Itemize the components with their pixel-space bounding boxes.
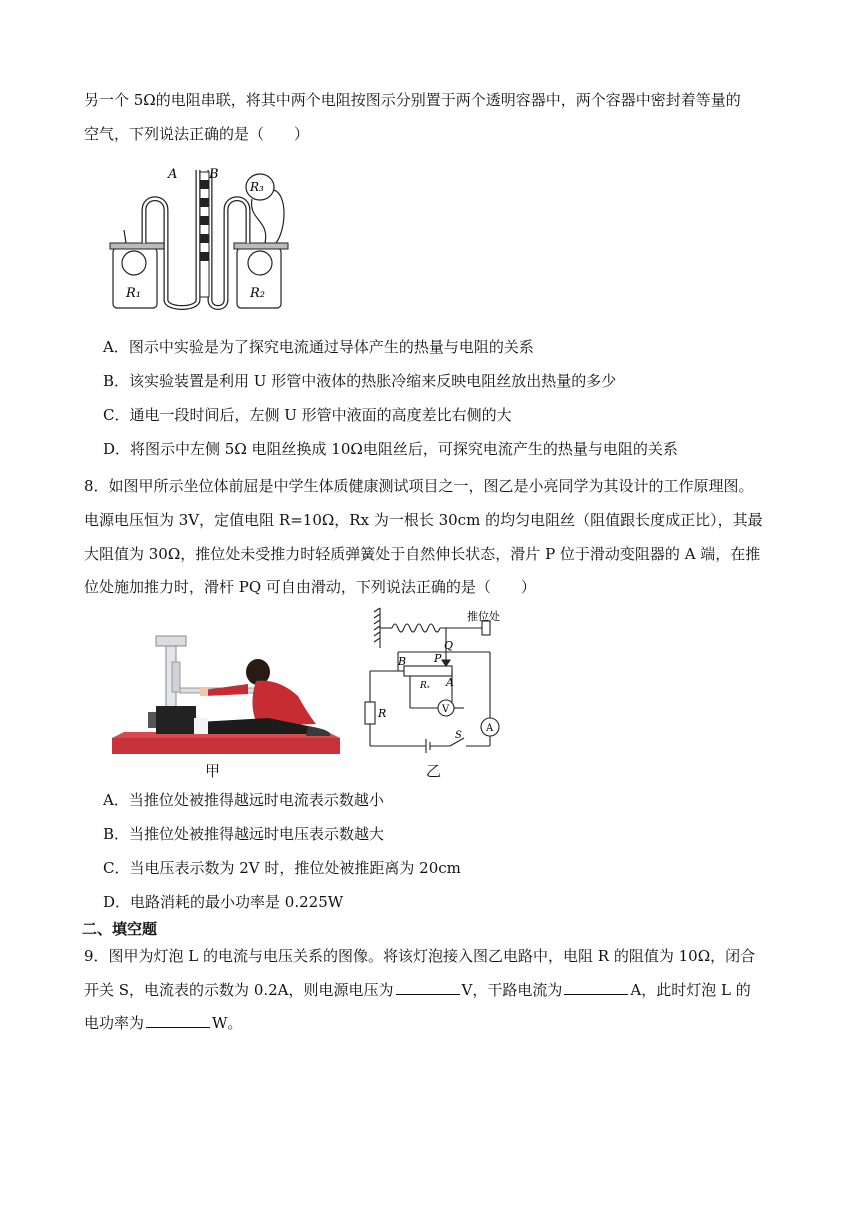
- q8-figure-yi-circuit: [354, 604, 516, 782]
- q9-line3-part2: W。: [212, 1014, 243, 1032]
- label-rx: Rₓ: [420, 681, 430, 691]
- label-p: P: [434, 652, 442, 665]
- answer-blank-power[interactable]: [146, 1013, 210, 1028]
- q8-figure-jia-photo: [108, 626, 344, 776]
- q7-option-d: D．将图示中左侧 5Ω 电阻丝换成 10Ω电阻丝后，可探究电流产生的热量与电阻的关系: [103, 440, 678, 458]
- label-q: Q: [444, 639, 454, 652]
- label-switch: S: [455, 730, 462, 741]
- q9-line3-part1: 电功率为: [84, 1014, 145, 1032]
- label-r1: R₁: [126, 286, 141, 301]
- q7-intro-line2: 空气，下列说法正确的是（ ）: [84, 125, 310, 143]
- q7-intro-line1: 另一个 5Ω的电阻串联，将其中两个电阻按图示分别置于两个透明容器中，两个容器中密封着等量的: [84, 91, 741, 109]
- q7-option-c: C．通电一段时间后，左侧 U 形管中液面的高度差比右侧的大: [103, 406, 512, 424]
- q8-stem-line3: 大阻值为 30Ω，推位处未受推力时轻质弹簧处于自然伸长状态，滑片 P 位于滑动变阻器的 A 端，在推: [84, 545, 761, 563]
- q7-apparatus-figure: [100, 160, 300, 312]
- q8-option-a: A．当推位处被推得越远时电流表示数越小: [103, 791, 384, 809]
- q7-option-b: B．该实验装置是利用 U 形管中液体的热胀冷缩来反映电阻丝放出热量的多少: [103, 372, 617, 390]
- label-b: B: [209, 167, 219, 182]
- label-voltmeter: V: [442, 704, 450, 715]
- answer-blank-current[interactable]: [564, 980, 628, 995]
- q9-line1: 9．图甲为灯泡 L 的电流与电压关系的图像。将该灯泡接入图乙电路中，电阻 R 的阻值为 10Ω，闭合: [84, 947, 756, 965]
- q9-line2-part1: 开关 S，电流表的示数为 0.2A，则电源电压为: [84, 981, 394, 999]
- q8-option-b: B．当推位处被推得越远时电压表示数越大: [103, 825, 385, 843]
- q7-option-a: A．图示中实验是为了探究电流通过导体产生的热量与电阻的关系: [103, 338, 534, 356]
- q9-line2-part3: A，此时灯泡 L 的: [630, 981, 751, 999]
- label-r3: R₃: [250, 180, 264, 194]
- label-a: A: [168, 167, 178, 182]
- label-r2: R₂: [250, 286, 265, 301]
- q8-stem-line2: 电源电压恒为 3V，定值电阻 R=10Ω，Rx 为一根长 30cm 的均匀电阻丝（阻值跟长度成正比），其最: [84, 511, 763, 529]
- q8-stem-line1: 8．如图甲所示坐位体前屈是中学生体质健康测试项目之一，图乙是小亮同学为其设计的工作原理图。: [84, 477, 754, 495]
- q8-option-d: D．电路消耗的最小功率是 0.225W: [103, 893, 344, 911]
- q8-option-c: C．当电压表示数为 2V 时，推位处被推距离为 20cm: [103, 859, 461, 877]
- q8-stem-line4: 位处施加推力时，滑杆 PQ 可自由滑动，下列说法正确的是（ ）: [84, 578, 536, 596]
- q9-line2-part2: V，干路电流为: [461, 981, 563, 999]
- fig-jia-caption: 甲: [205, 762, 221, 780]
- label-b: B: [398, 655, 407, 668]
- label-r: R: [378, 707, 387, 720]
- label-a-end: A: [446, 676, 454, 689]
- fig-yi-caption: 乙: [426, 762, 442, 780]
- label-push: 推位处: [467, 610, 500, 623]
- answer-blank-voltage[interactable]: [396, 980, 460, 995]
- q9-line2: [84, 980, 751, 1000]
- q9-line3: [84, 1013, 242, 1033]
- section-title: 二、填空题: [82, 920, 158, 938]
- label-ammeter: A: [486, 723, 494, 734]
